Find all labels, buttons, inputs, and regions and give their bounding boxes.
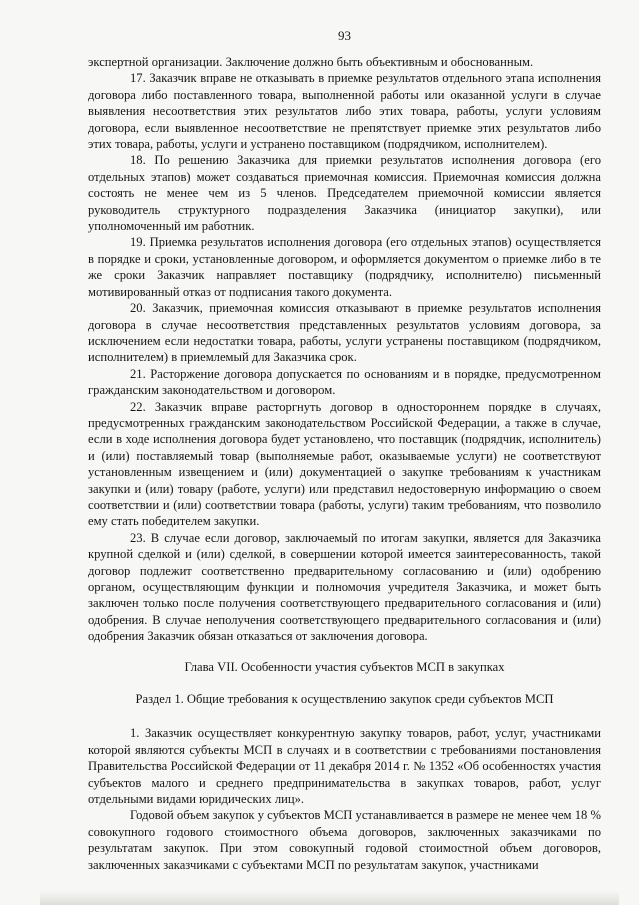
paragraph: 17. Заказчик вправе не отказывать в приемке результатов отдельного этапа исполнения договора либо поставленного товара, выполненной работы или оказанной услуги в случае выявления несоответствия этих результатов либо этих товара, работы, услуги условиям договора, если выявленное несоответствие не препятствует приемке этих результатов либо этих товара, работы, услуги и устранено поставщиком (подрядчиком, исполнителем). — [88, 71, 601, 152]
scan-edge-shadow — [40, 891, 619, 905]
paragraph: 19. Приемка результатов исполнения договора (его отдельных этапов) осуществляется в порядке и сроки, установленные договором, и оформляется документом о приемке либо в те же сроки Заказчик направляет поставщику (подрядчику, исполнителю) письменный мотивированный отказ от подписания такого документа. — [88, 235, 601, 299]
paragraph-group-top — [88, 54, 601, 645]
section-heading: Раздел 1. Общие требования к осуществлению закупок среди субъектов МСП — [135, 692, 554, 707]
paragraph: экспертной организации. Заключение должно быть объективным и обоснованным. — [88, 55, 534, 69]
paragraph: 20. Заказчик, приемочная комиссия отказывают в приемке результатов исполнения договора в случае несоответствия представленных результатов условиям договора, за исключением если недостатки товара, работы, услуги устранены поставщиком (подрядчиком, исполнителем) в приемлемый для Заказчика срок. — [88, 301, 601, 365]
paragraph: 23. В случае если договор, заключаемый по итогам закупки, является для Заказчика крупной сделкой и (или) сделкой, в совершении которой имеется заинтересованность, такой договор подлежит соответственно предварительному согласованию и (или) одобрению органом, осуществляющим функции и полномочия учредителя Заказчика, и может быть заключен только после получения соответствующего предварительного согласования и (или) одобрения. В случае неполучения соответствующего предварительного согласования и (или) одобрения Заказчик обязан отказаться от заключения договора. — [88, 530, 601, 644]
document-body — [88, 54, 601, 873]
paragraph: 21. Расторжение договора допускается по основаниям и в порядке, предусмотренном гражданским законодательством и договором. — [88, 366, 601, 398]
page-number: 93 — [338, 28, 351, 43]
paragraph: 1. Заказчик осуществляет конкурентную закупку товаров, работ, услуг, участниками которой являются субъекты МСП в случаях и в соответствии с требованиями постановления Правительства Российской Федерации от 11 декабря 2014 г. № 1352 «Об особенностях участия субъектов малого и среднего предпринимательства в закупках товаров, работ, услуг отдельными видами юридических лиц». — [88, 726, 601, 807]
paragraph: Годовой объем закупок у субъектов МСП устанавливается в размере не менее чем 18 % совокупного годового стоимостного объема договоров, заключенных заказчиками по результатам закупок. При этом совокупный годовой стоимостной объем договоров, заключенных заказчиками с субъектами МСП по результатам закупок, участниками — [88, 808, 601, 872]
chapter-heading: Глава VII. Особенности участия субъектов МСП в закупках — [184, 659, 505, 674]
paragraph-group-bottom — [88, 725, 601, 873]
paragraph: 18. По решению Заказчика для приемки результатов исполнения договора (его отдельных этапов) может создаваться приемочная комиссия. Приемочная комиссия должна состоять не менее чем из 5 членов. Председателем приемочной комиссии является руководитель структурного подразделения Заказчика (инициатор закупки), или уполномоченный им работник. — [88, 153, 601, 234]
paragraph: 22. Заказчик вправе расторгнуть договор в одностороннем порядке в случаях, предусмотренных гражданским законодательством Российской Федерации, а также в случае, если в ходе исполнения договора будет установлено, что поставщик (подрядчик, исполнитель) и (или) поставляемый товар (выполняемые работ, оказываемые услуги) не соответствуют установленным извещением и (или) документацией о закупке требованиям к участникам закупки и (или) товару (работе, услуги) или представил недостоверную информацию о своем соответствии и (или) соответствии товара (работы, услуги) таким требованиям, что позволило ему стать победителем закупки. — [88, 399, 601, 529]
